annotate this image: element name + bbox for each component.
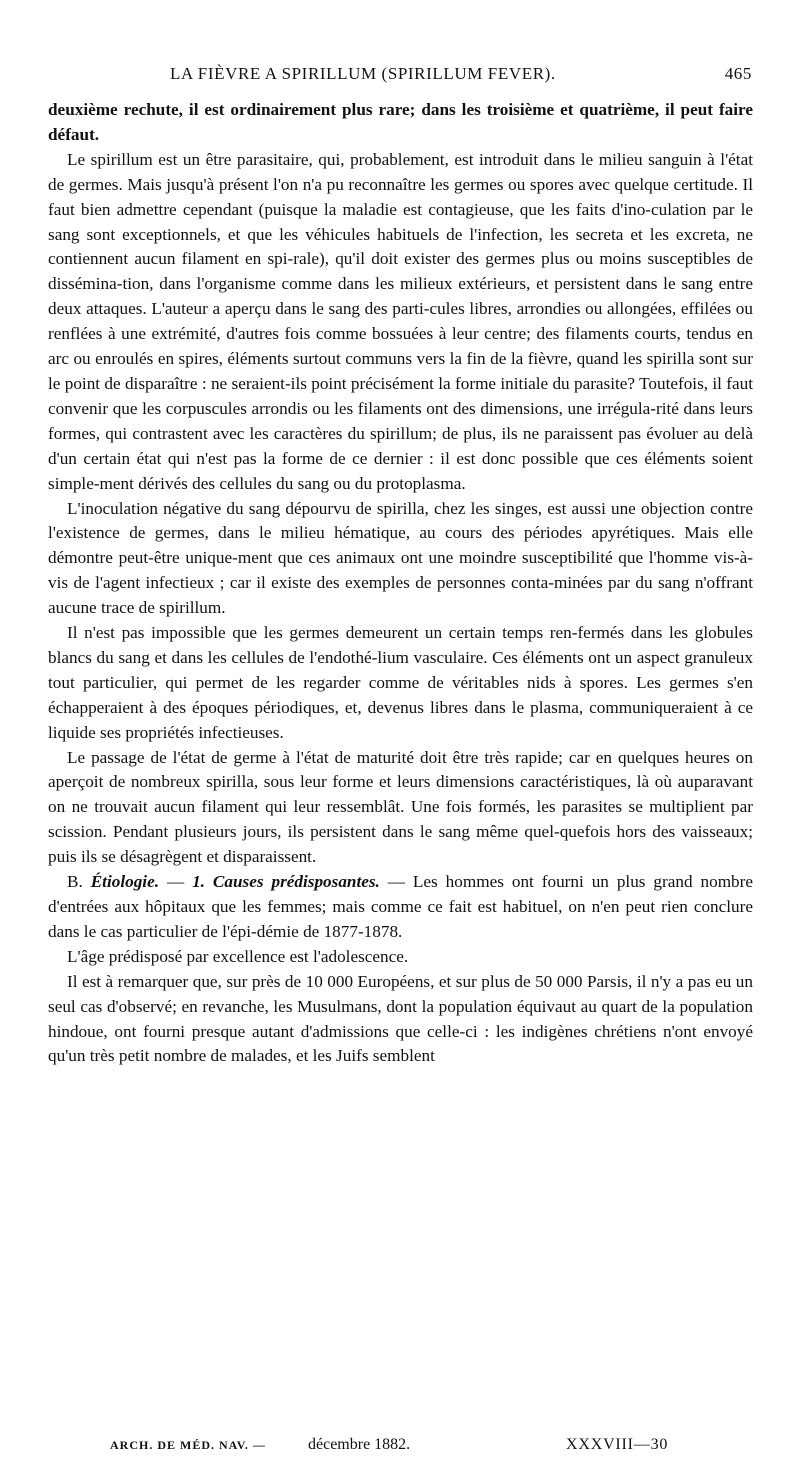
- page-number: 465: [724, 64, 752, 83]
- paragraph-text: — Les hommes ont fourni un plus grand nombre d'entrées aux hôpitaux que les femmes; mais comme ce fait est habituel, on n'en peut rien conclure dans le cas particulier de l'épi-démie de 1877-1878.: [48, 872, 754, 941]
- paragraph-continuation: deuxième rechute, il est ordinairement plus rare; dans les troisième et quatrième, il peut faire défaut.: [48, 100, 753, 144]
- section-heading: Étiologie.: [90, 872, 159, 892]
- paragraph-etiology: [48, 870, 753, 945]
- running-header: [50, 64, 752, 90]
- footer-date: décembre 1882.: [308, 1436, 411, 1453]
- paragraph: Il n'est pas impossible que les germes demeurent un certain temps ren-fermés dans les globules blancs du sang et dans les cellules de l'endothé-lium vasculaire. Ces éléments ont un aspect granuleux tout particulier, qui permet de les regarder comme de véritables nids à spores. Les germes s'en échapperaient à des époques périodiques, et, devenus libres dans le plasma, communiqueraient à ce liquide ses propriétés infectieuses.: [48, 623, 753, 742]
- paragraph: Il est à remarquer que, sur près de 10 000 Européens, et sur plus de 50 000 Parsis, il n'y a pas eu un seul cas d'observé; en revanche, les Musulmans, dont la population équivaut au quart de la population hindoue, ont fourni presque autant d'admissions que celle-ci : les indigènes chrétiens n'ont envoyé qu'un très petit nombre de malades, et les Juifs semblent: [48, 971, 753, 1066]
- heading-dash: —: [159, 872, 193, 892]
- running-title: LA FIÈVRE A SPIRILLUM (SPIRILLUM FEVER).: [170, 64, 556, 83]
- subsection-heading: 1. Causes prédisposantes.: [192, 872, 380, 892]
- footer-separator: —: [252, 1438, 266, 1452]
- journal-name: ARCH. DE MÉD. NAV.: [110, 1438, 249, 1452]
- footer-signature: XXXVIII—30: [566, 1436, 669, 1453]
- body-text: [48, 98, 753, 1069]
- footer-journal: [110, 1438, 266, 1453]
- paragraph: Le spirillum est un être parasitaire, qui, probablement, est introduit dans le milieu sanguin à l'état de germes. Mais jusqu'à présent l'on n'a pu reconnaître les germes ou spores avec quelque certitude. Il faut bien admettre cependant (puisque la maladie est contagieuse, que les faits d'ino-culation par le sang sont exceptionnels, et que les véhicules habituels de l'infection, les secreta et les excreta, ne contiennent aucun filament en spi-rale), qu'il doit exister des germes plus ou moins susceptibles de dissémina-tion, dans l'organisme comme dans les milieux extérieurs, et persistent dans le sang entre deux attaques. L'auteur a aperçu dans le sang des parti-cules libres, arrondies ou allongées, effilées ou renflées à une extrémité, d'autres fois comme bossuées à leur centre; des filaments courts, tendus en arc ou enroulés en spires, éléments surtout communs vers la fin de la fièvre, quand les spirilla sont sur le point de disparaître : ne seraient-ils point précisément la forme initiale du parasite? Toutefois, il faut convenir que les corpuscules arrondis ou les filaments ont des dimensions, une irrégula-rité dans leurs formes, qui contrastent avec les caractères du spirillum; de plus, ils ne paraissent pas évoluer au delà d'un certain état qui n'est pas la forme de ce dernier : il est donc possible que ces éléments soient simple-ment dérivés des cellules du sang ou du protoplasma.: [48, 149, 753, 493]
- section-label: B.: [67, 872, 83, 892]
- paragraph: Le passage de l'état de germe à l'état de maturité doit être très rapide; car en quelques heures on aperçoit de nombreux spirilla, sous leur forme et leurs dimensions caractéristiques, là où auparavant on ne trouvait aucun filament qui leur ressemblât. Une fois formés, les parasites se multiplient par scission. Pendant plusieurs jours, ils persistent dans le sang même quel-quefois hors des vaisseaux; puis ils se désagrègent et disparaissent.: [48, 747, 753, 867]
- paragraph: L'âge prédisposé par excellence est l'adolescence.: [67, 946, 409, 966]
- page-footer: [50, 1436, 752, 1458]
- paragraph: L'inoculation négative du sang dépourvu de spirilla, chez les singes, est aussi une objection contre l'existence de germes, dans le milieu hématique, au cours des périodes apyrétiques. Mais elle démontre peut-être unique-ment que ces animaux ont une moindre susceptibilité que l'homme vis-à-vis de l'agent infectieux ; car il existe des exemples de personnes conta-minées par du sang n'offrant aucune trace de spirillum.: [48, 498, 753, 618]
